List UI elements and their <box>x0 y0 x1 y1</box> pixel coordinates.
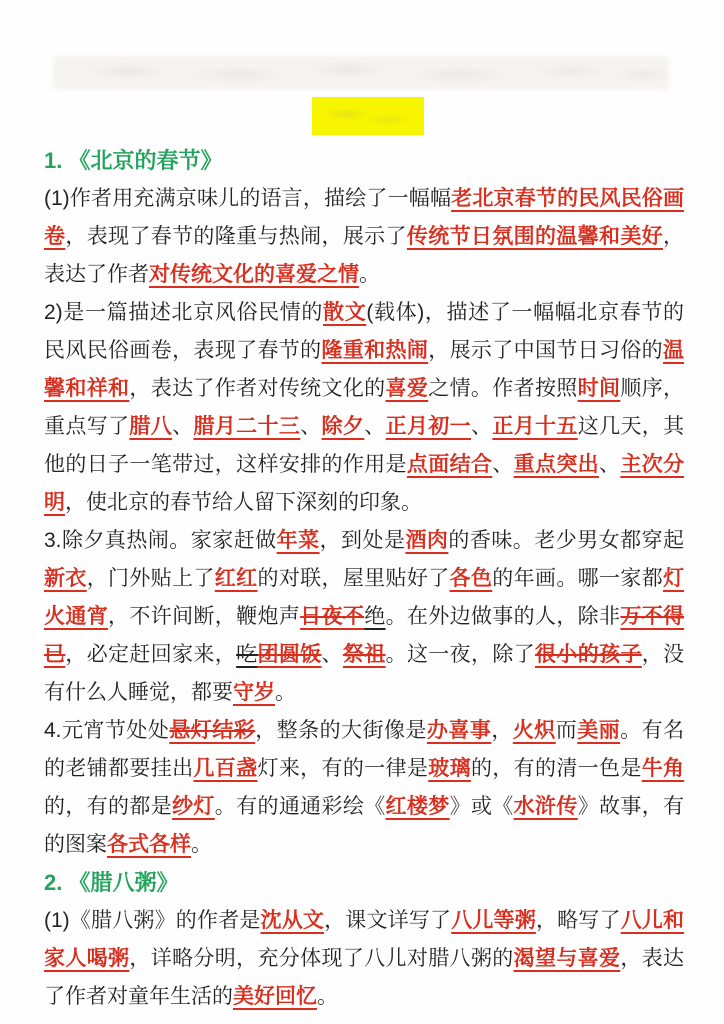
key-term: 万不得已 <box>44 605 685 666</box>
key-term: 主次分明 <box>44 453 685 514</box>
text-run: (载体)，描述了一幅幅北京春节的民风民俗画卷，表现了春节的 <box>44 301 684 362</box>
key-term: 团圆饭 <box>257 643 322 666</box>
key-term: 沈从文 <box>260 909 325 932</box>
text-run: 的，有的清一色是 <box>470 757 642 780</box>
key-term: 几百盏 <box>193 757 258 780</box>
text-run: ，课文详写了 <box>324 909 452 932</box>
key-term: 牛角 <box>641 757 685 780</box>
key-term: 老北京春节的民风民俗画卷 <box>44 187 684 248</box>
section-heading: 1. 《北京的春节》 <box>44 148 223 173</box>
text-run: 。有的通通彩绘《 <box>214 795 386 818</box>
paragraph <box>44 522 684 712</box>
text-run: ，不许间断，鞭炮声 <box>108 605 301 628</box>
key-term: 新衣 <box>44 567 87 590</box>
text-run: 而 <box>555 719 578 742</box>
paragraph <box>44 902 684 1016</box>
key-term: 各色 <box>449 567 493 590</box>
key-term: 灯火通宵 <box>44 567 685 628</box>
text-run: ，表达了作者 <box>44 225 685 286</box>
key-term: 腊月二十三 <box>193 415 301 438</box>
text-run: 的香味。老少男女都穿起 <box>448 529 685 552</box>
text-run: 、 <box>300 415 322 438</box>
text-run: 》或《 <box>449 795 514 818</box>
text-run: 、 <box>172 415 194 438</box>
key-term: 很小的孩子 <box>535 643 642 666</box>
text-run: 、 <box>471 415 493 438</box>
key-term: 八儿等粥 <box>451 909 536 932</box>
text-run: 这几天，其他的日子一笔带过，这样安排的作用是 <box>44 415 685 476</box>
key-term: 年菜 <box>276 529 320 552</box>
text-run: 、 <box>599 453 621 476</box>
text-run: 》故事，有的图案 <box>44 795 685 856</box>
key-term: 重点突出 <box>513 453 600 476</box>
text-run: 顺序，重点写了 <box>44 377 685 438</box>
key-term: 除夕 <box>321 415 365 438</box>
text-run: 的对联，屋里贴好了 <box>257 567 450 590</box>
text-run: 灯来，有的一律是 <box>257 757 429 780</box>
text-run: 。 <box>191 833 212 856</box>
text-run: ，整条的大街像是 <box>255 719 427 742</box>
text-run: ，表达了作者对传统文化的 <box>129 377 386 400</box>
section-heading: 2. 《腊八粥》 <box>44 870 179 895</box>
key-term: 水浒传 <box>513 795 578 818</box>
key-term: 传统节日氛围的温馨和美好 <box>406 225 664 248</box>
text-run: ，表达了作者对童年生活的 <box>44 947 685 1008</box>
text-run: 、 <box>364 415 386 438</box>
key-term: 办喜事 <box>426 719 492 742</box>
text-run: ，略写了 <box>535 909 621 932</box>
key-term: 喜爱 <box>385 377 429 400</box>
text-run: (1)《腊八粥》的作者是 <box>44 909 261 932</box>
key-term: 日夜不 <box>300 605 365 628</box>
text-run: ，使北京的春节给人留下深刻的印象。 <box>65 491 422 514</box>
text-run: 。 <box>317 985 338 1008</box>
key-term: 美丽 <box>577 719 621 742</box>
text-run: 之情。作者按照 <box>428 377 578 400</box>
text-run: 。在外边做事的人，除非 <box>385 605 621 628</box>
key-term: 守岁 <box>233 681 275 704</box>
paragraph <box>44 294 684 522</box>
text-run: ，门外贴上了 <box>86 567 215 590</box>
text-run: (1)作者用充满京味儿的语言，描绘了一幅幅 <box>44 187 452 210</box>
text-run: 的，有的都是 <box>44 795 173 818</box>
key-term: 正月初一 <box>385 415 471 438</box>
key-term: 祭祖 <box>342 643 386 666</box>
text-run: 2)是一篇描述北京风俗民情的 <box>44 301 324 324</box>
key-term: 对传统文化的喜爱之情 <box>149 263 359 286</box>
key-term: 点面结合 <box>406 453 493 476</box>
key-term: 吃 <box>236 643 258 666</box>
notes-content <box>44 142 684 1016</box>
text-run: ，展示了中国节日习俗的 <box>428 339 664 362</box>
key-term: 时间 <box>577 377 621 400</box>
key-term: 渴望与喜爱 <box>513 947 621 970</box>
text-run: 、 <box>492 453 514 476</box>
key-term: 火炽 <box>512 719 556 742</box>
key-term: 正月十五 <box>492 415 578 438</box>
text-run: 的年画。哪一家都 <box>492 567 664 590</box>
text-run: 4.元宵节处处 <box>44 719 170 742</box>
text-run: 。这一夜，除了 <box>385 643 536 666</box>
yellow-highlight-box <box>312 97 424 135</box>
key-term: 腊八 <box>129 415 173 438</box>
key-term: 隆重和热闹 <box>321 339 429 362</box>
paragraph <box>44 712 684 864</box>
paragraph <box>44 180 684 294</box>
key-term: 美好回忆 <box>233 985 317 1008</box>
text-run: ，必定赶回家来， <box>65 643 237 666</box>
text-run: 。 <box>275 681 296 704</box>
key-term: 纱灯 <box>172 795 215 818</box>
text-run: 3.除夕真热闹。家家赶做 <box>44 529 277 552</box>
text-run: ，没有什么人睡觉，都要 <box>44 643 685 704</box>
text-run: ， <box>491 719 513 742</box>
key-term: 散文 <box>323 301 367 324</box>
key-term: 酒肉 <box>405 529 449 552</box>
key-term: 各式各样 <box>107 833 191 856</box>
blurred-title-region <box>53 56 669 90</box>
text-run: 。有名的老铺都要挂出 <box>44 719 685 780</box>
key-term: 绝 <box>364 605 386 628</box>
text-run: ，到处是 <box>319 529 406 552</box>
text-run: 。 <box>359 263 380 286</box>
key-term: 玻璃 <box>428 757 471 780</box>
text-run: ，详略分明，充分体现了八儿对腊八粥的 <box>129 947 514 970</box>
key-term: 温馨和祥和 <box>44 339 685 400</box>
key-term: 悬灯结彩 <box>169 719 256 742</box>
key-term: 红楼梦 <box>385 795 450 818</box>
text-run: ，表现了春节的隆重与热闹，展示了 <box>65 225 407 248</box>
key-term: 八儿和家人喝粥 <box>44 909 685 970</box>
text-run: 、 <box>321 643 343 666</box>
key-term: 红红 <box>214 567 258 590</box>
